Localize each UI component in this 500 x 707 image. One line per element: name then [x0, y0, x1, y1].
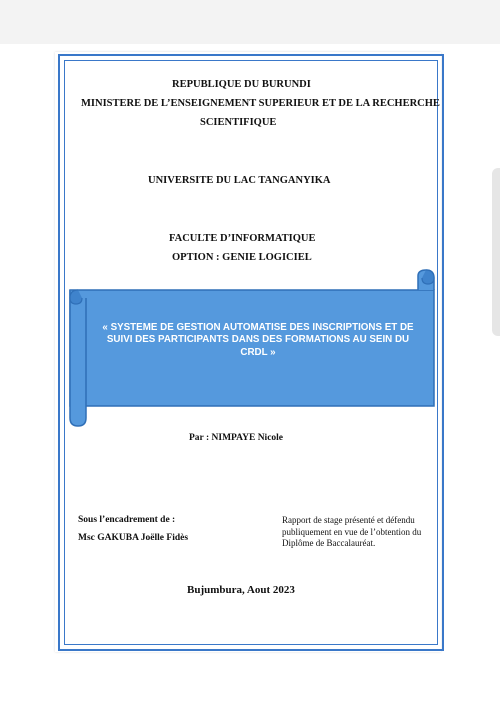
thesis-title: [84, 322, 432, 359]
thesis-title-line1: « SYSTEME DE GESTION AUTOMATISE DES INSCRIPTIONS ET DE: [102, 322, 414, 333]
university-name: UNIVERSITE DU LAC TANGANYIKA: [148, 175, 331, 186]
report-line1: Rapport de stage présenté et défendu: [282, 515, 415, 525]
option-name: OPTION : GENIE LOGICIEL: [172, 252, 312, 263]
viewer-top-bar: [0, 0, 500, 44]
ministry-heading-line1: MINISTERE DE L’ENSEIGNEMENT SUPERIEUR ET DE LA RECHERCHE: [81, 98, 440, 109]
thesis-title-line3: CRDL »: [240, 346, 276, 358]
supervision-label: Sous l’encadrement de :: [78, 515, 176, 525]
country-heading: REPUBLIQUE DU BURUNDI: [172, 79, 311, 90]
thesis-title-line2: SUIVI DES PARTICIPANTS DANS DES FORMATIONS AU SEIN DU: [106, 334, 410, 346]
faculty-name: FACULTE D’INFORMATIQUE: [169, 233, 316, 244]
report-line2: publiquement en vue de l’obtention du: [282, 526, 422, 537]
report-description: [282, 515, 442, 550]
ministry-heading-line2: SCIENTIFIQUE: [200, 117, 277, 128]
supervisor-name: Msc GAKUBA Joëlle Fidès: [78, 533, 189, 543]
place-date: Bujumbura, Aout 2023: [187, 584, 295, 596]
author-line: Par : NIMPAYE Nicole: [189, 433, 284, 443]
report-line3: Diplôme de Baccalauréat.: [282, 538, 376, 548]
side-scroll-handle[interactable]: [492, 168, 500, 336]
